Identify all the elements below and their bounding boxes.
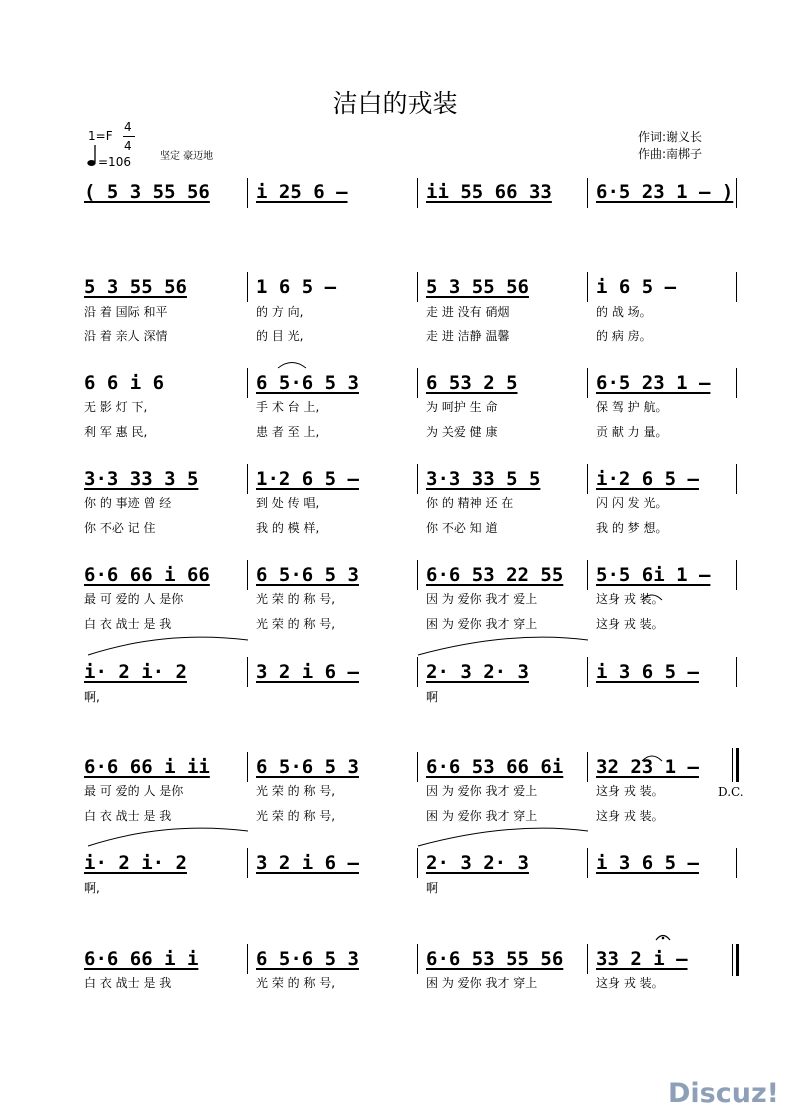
notes-s7-m2: 2· 3 2· 3	[426, 852, 529, 874]
notes-s7-m3: i 3 6 5 –	[596, 852, 699, 874]
notes-s2-m0: 6 6 i 6	[84, 372, 165, 394]
lyric-s6-v2-m3: 这身 戎 装。	[596, 809, 664, 823]
slur	[418, 637, 588, 655]
lyric-s3-v2-m0: 你 不必 记 住	[84, 521, 156, 535]
lyricist-credit: 作词:谢义长	[638, 130, 703, 144]
lyric-s4-v1-m0: 最 可 爱的 人 是你	[84, 592, 184, 606]
notes-s0-m2: ii 55 66 33	[426, 181, 552, 203]
lyric-s1-v2-m3: 的 病 房。	[596, 329, 652, 343]
notes-s0-m0: ( 5 3 55 56	[84, 181, 210, 203]
tempo-marking: =106	[98, 155, 131, 169]
notes-s3-m0: 3·3 33 3 5	[84, 468, 199, 490]
notes-s4-m1: 6 5·6 5 3	[256, 564, 359, 586]
lyric-s6-v2-m1: 光 荣 的 称 号,	[256, 809, 336, 823]
notes-s1-m1: 1 6 5 –	[256, 276, 337, 298]
song-title: 洁白的戎装	[332, 89, 458, 118]
notes-s8-m3: 33 2 i –	[596, 948, 688, 970]
lyric-s6-v1-m1: 光 荣 的 称 号,	[256, 784, 336, 798]
lyric-s7-m0: 啊,	[84, 881, 100, 895]
notes-s4-m2: 6·6 53 22 55	[426, 564, 564, 586]
lyric-s3-v1-m2: 你 的 精神 还 在	[426, 496, 514, 510]
lyric-s3-v1-m0: 你 的 事迹 曾 经	[84, 496, 172, 510]
notes-s0-m3: 6·5 23 1 – )	[596, 181, 734, 203]
lyric-s1-v2-m1: 的 目 光,	[256, 329, 304, 343]
lyric-s4-v1-m2: 因 为 爱你 我才 爱上	[426, 592, 538, 606]
expression-marking: 坚定 豪迈地	[160, 151, 214, 162]
slur	[278, 363, 306, 369]
lyric-s8-m0: 白 衣 战士 是 我	[84, 976, 172, 990]
notes-s5-m1: 3 2 i 6 –	[256, 661, 359, 683]
time-signature-top: 4	[124, 120, 132, 134]
lyric-s6-v2-m0: 白 衣 战士 是 我	[84, 809, 172, 823]
notes-s1-m2: 5 3 55 56	[426, 276, 529, 298]
lyric-s4-v1-m3: 这身 戎 装。	[596, 592, 664, 606]
lyric-s1-v2-m0: 沿 着 亲人 深情	[84, 329, 168, 343]
lyric-s1-v1-m0: 沿 着 国际 和平	[84, 305, 168, 319]
lyric-s4-v2-m1: 光 荣 的 称 号,	[256, 617, 336, 631]
notes-s8-m1: 6 5·6 5 3	[256, 948, 359, 970]
notes-s3-m2: 3·3 33 5 5	[426, 468, 541, 490]
notes-s8-m0: 6·6 66 i i	[84, 948, 199, 970]
lyric-s1-v2-m2: 走 进 洁静 温馨	[426, 329, 510, 343]
lyric-s3-v2-m1: 我 的 模 样,	[256, 521, 320, 535]
time-signature-bottom: 4	[124, 139, 132, 153]
notes-s3-m3: i·2 6 5 –	[596, 468, 699, 490]
lyric-s6-v1-m3: 这身 戎 装。	[596, 784, 664, 798]
notes-s0-m1: i 25 6 –	[256, 181, 348, 203]
notes-s3-m1: 1·2 6 5 –	[256, 468, 359, 490]
key-signature: 1=F	[88, 129, 113, 143]
lyric-s2-v1-m3: 保 驾 护 航。	[596, 400, 668, 414]
lyric-s6-v1-m0: 最 可 爱的 人 是你	[84, 784, 184, 798]
lyric-s2-v1-m2: 为 呵护 生 命	[426, 400, 498, 414]
lyric-s4-v1-m1: 光 荣 的 称 号,	[256, 592, 336, 606]
lyric-s2-v2-m3: 贡 献 力 量。	[596, 425, 668, 439]
notes-s8-m2: 6·6 53 55 56	[426, 948, 564, 970]
lyric-s4-v2-m3: 这身 戎 装。	[596, 617, 664, 631]
notes-s5-m0: i· 2 i· 2	[84, 661, 187, 683]
notes-s5-m2: 2· 3 2· 3	[426, 661, 529, 683]
lyric-s3-v1-m1: 到 处 传 唱,	[256, 496, 320, 510]
lyric-s4-v2-m0: 白 衣 战士 是 我	[84, 617, 172, 631]
slur	[88, 637, 248, 655]
notes-s6-m2: 6·6 53 66 6i	[426, 756, 564, 778]
lyric-s2-v2-m1: 患 者 至 上,	[256, 425, 320, 439]
notes-s1-m0: 5 3 55 56	[84, 276, 187, 298]
lyric-s2-v2-m0: 利 军 惠 民,	[84, 425, 148, 439]
notes-s4-m3: 5·5 6i 1 –	[596, 564, 711, 586]
notes-s5-m3: i 3 6 5 –	[596, 661, 699, 683]
lyric-s3-v2-m2: 你 不必 知 道	[426, 521, 498, 535]
lyric-s3-v2-m3: 我 的 梦 想。	[596, 521, 668, 535]
lyric-s2-v2-m2: 为 关爱 健 康	[426, 425, 498, 439]
slur	[642, 595, 662, 600]
lyric-s3-v1-m3: 闪 闪 发 光。	[596, 496, 668, 510]
notes-s6-m0: 6·6 66 i ii	[84, 756, 210, 778]
slur	[642, 756, 662, 761]
lyric-s4-v2-m2: 困 为 爱你 我才 穿上	[426, 617, 538, 631]
lyric-s7-m2: 啊	[426, 881, 439, 895]
notes-s1-m3: i 6 5 –	[596, 276, 677, 298]
notes-s2-m3: 6·5 23 1 –	[596, 372, 711, 394]
dc-marking: D.C.	[718, 785, 744, 799]
lyric-s5-m2: 啊	[426, 690, 439, 704]
lyric-s2-v1-m1: 手 术 台 上,	[256, 400, 320, 414]
lyric-s1-v1-m1: 的 方 向,	[256, 305, 304, 319]
lyric-s8-m3: 这身 戎 装。	[596, 976, 664, 990]
lyric-s1-v1-m2: 走 进 没有 硝烟	[426, 305, 510, 319]
lyric-s6-v1-m2: 因 为 爱你 我才 爱上	[426, 784, 538, 798]
lyric-s2-v1-m0: 无 影 灯 下,	[84, 400, 148, 414]
notes-s2-m2: 6 53 2 5	[426, 372, 518, 394]
slur	[418, 828, 588, 846]
notes-s6-m1: 6 5·6 5 3	[256, 756, 359, 778]
slur	[88, 828, 248, 846]
lyric-s8-m2: 困 为 爱你 我才 穿上	[426, 976, 538, 990]
lyric-s5-m0: 啊,	[84, 690, 100, 704]
lyric-s1-v1-m3: 的 战 场。	[596, 305, 652, 319]
notes-s7-m0: i· 2 i· 2	[84, 852, 187, 874]
fermata-dot	[662, 937, 665, 940]
notes-s4-m0: 6·6 66 i 66	[84, 564, 210, 586]
notes-s7-m1: 3 2 i 6 –	[256, 852, 359, 874]
notes-s6-m3: 32 23 1 –	[596, 756, 699, 778]
notes-s2-m1: 6 5·6 5 3	[256, 372, 359, 394]
composer-credit: 作曲:南梆子	[638, 147, 703, 161]
watermark: Discuz!	[668, 1078, 779, 1109]
lyric-s8-m1: 光 荣 的 称 号,	[256, 976, 336, 990]
lyric-s6-v2-m2: 困 为 爱你 我才 穿上	[426, 809, 538, 823]
